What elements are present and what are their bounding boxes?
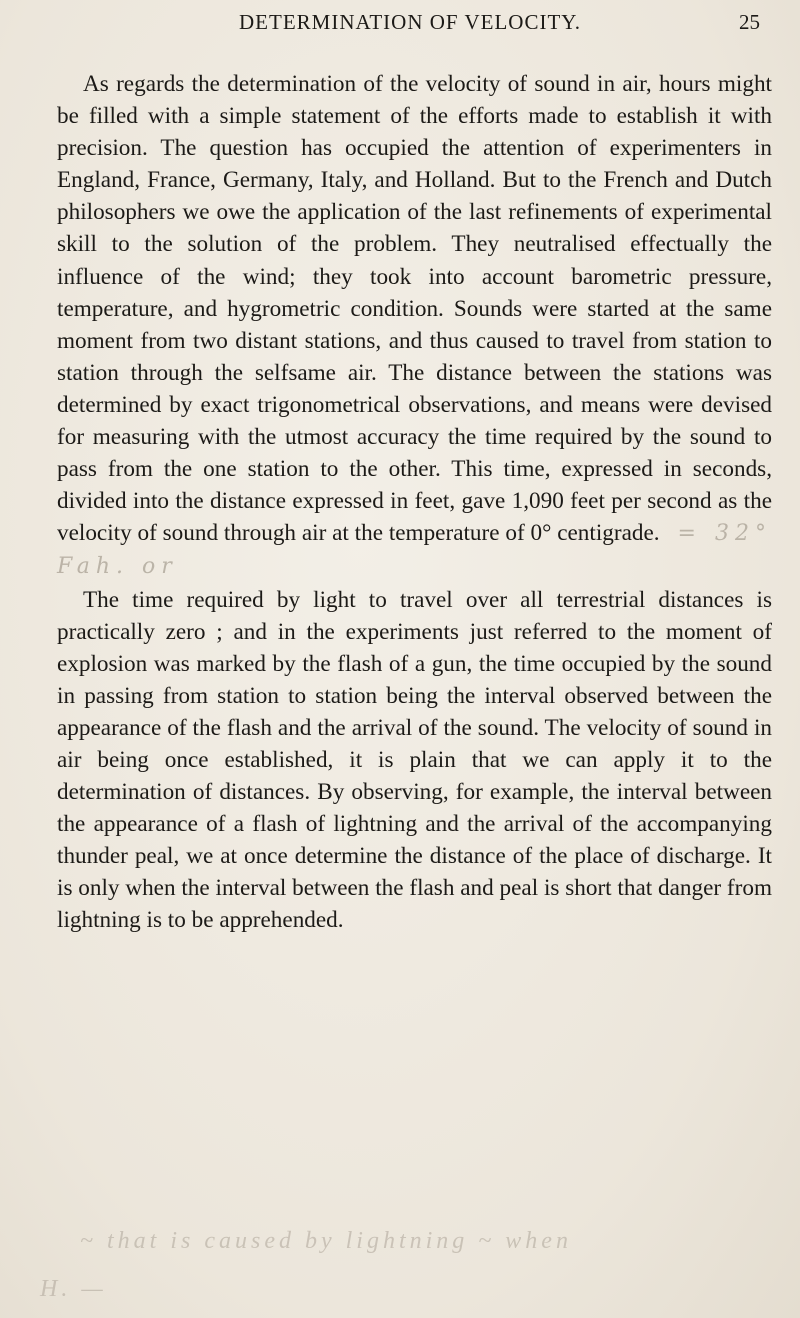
paragraph xyxy=(57,68,772,584)
page-number: 25 xyxy=(739,10,760,34)
paragraph xyxy=(57,584,772,937)
paragraph-text: The time required by light to travel over all terrestrial distances is practically zero ; and in the experiments just referred to the moment of explosion was marked by the flash of a gun, the time occupied by the sound in passing from station to station being the interval observed between the appearance of the flash and the arrival of the sound. The velocity of sound in air being once established, it is plain that we can apply it to the determination of distances. By observing, for example, the interval between the appearance of a flash of lightning and the arrival of the accompanying thunder peal, we at once determine the distance of the place of discharge. It is only when the interval between the flash and peal is short that danger from lightning is to be apprehended. xyxy=(57,586,772,934)
paragraph-text: As regards the determination of the velocity of sound in air, hours might be filled with a simple statement of the efforts made to establish it with precision. The question has occupied the attention of experimenters in England, France, Germany, Italy, and Holland. But to the French and Dutch philosophers we owe the application of the last refinements of experimental skill to the solution of the problem. They neutralised effectually the influence of the wind; they took into account barometric pressure, temperature, and hygrometric condition. Sounds were started at the same moment from two distant stations, and thus caused to travel from station to station through the selfsame air. The distance between the stations was determined by exact trigonometrical observations, and means were devised for measuring with the utmost accuracy the time required by the sound to pass from the one station to the other. This time, expressed in seconds, divided into the distance expressed in feet, gave 1,090 feet per second as the velocity of sound through air at the temperature of 0° centigrade. xyxy=(57,71,772,547)
handwritten-note: ~ that is caused by lightning ~ when xyxy=(80,1228,572,1254)
handwritten-note: H. — xyxy=(40,1276,107,1302)
pencil-annotation: = 32° Fah. or xyxy=(57,521,772,580)
running-head: DETERMINATION OF VELOCITY. xyxy=(239,10,581,34)
body-text xyxy=(57,68,772,937)
page-header xyxy=(60,8,760,40)
